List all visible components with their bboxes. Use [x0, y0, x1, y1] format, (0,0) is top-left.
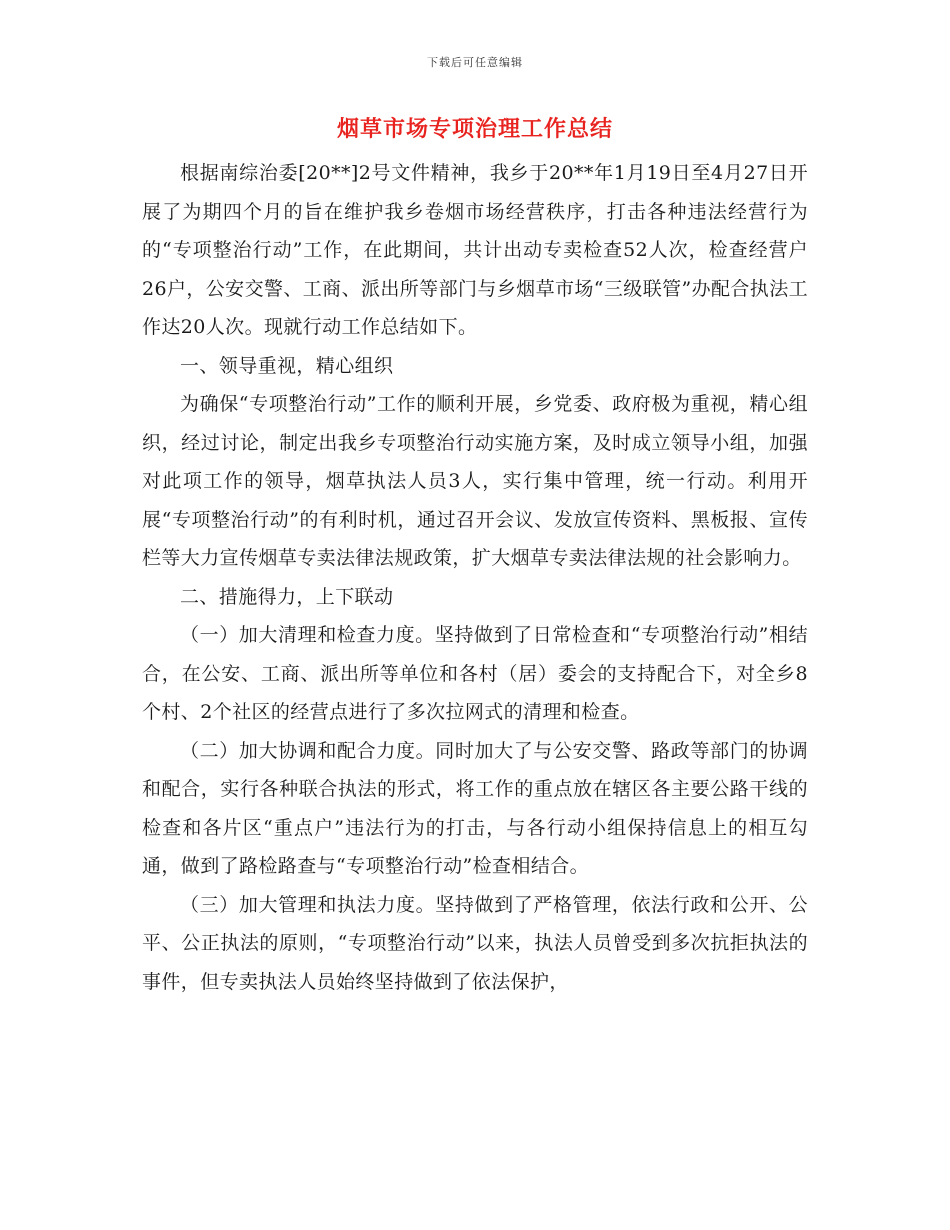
paragraph-intro: 根据南综治委[20**]2号文件精神，我乡于20**年1月19日至4月27日开展了为期四个月的旨在维护我乡卷烟市场经营秩序，打击各种违法经营行为的“专项整治行动”工作，在此期间，共计出动专卖检查52人次，检查经营户26户，公安交警、工商、派出所等部门与乡烟草市场“三级联管”办配合执法工作达20人次。现就行动工作总结如下。: [142, 162, 809, 338]
paragraph-section-1: 为确保“专项整治行动”工作的顺利开展，乡党委、政府极为重视，精心组织，经过讨论，制定出我乡专项整治行动实施方案，及时成立领导小组，加强对此项工作的领导，烟草执法人员3人，实行集中管理，统一行动。利用开展“专项整治行动”的有利时机，通过召开会议、发放宣传资料、黑板报、宣传栏等大力宣传烟草专卖法律法规政策，扩大烟草专卖法律法规的社会影响力。: [142, 393, 808, 569]
section-heading-2: 二、措施得力，上下联动: [180, 585, 394, 608]
document-body: [142, 154, 808, 1001]
paragraph-measure-2: （二）加大协调和配合力度。同时加大了与公安交警、路政等部门的协调和配合，实行各种联合执法的形式，将工作的重点放在辖区各主要公路干线的检查和各片区“重点户”违法行为的打击，与各行动小组保持信息上的相互勾通，做到了路检路查与“专项整治行动”检查相结合。: [142, 739, 808, 877]
paragraph-measure-3: （三）加大管理和执法力度。坚持做到了严格管理，依法行政和公开、公平、公正执法的原则，“专项整治行动”以来，执法人员曾受到多次抗拒执法的事件，但专卖执法人员始终坚持做到了依法保护，: [142, 893, 808, 993]
paragraph-measure-1: （一）加大清理和检查力度。坚持做到了日常检查和“专项整治行动”相结合，在公安、工商、派出所等单位和各村（居）委会的支持配合下，对全乡8个村、2个社区的经营点进行了多次拉网式的清理和检查。: [142, 624, 808, 723]
header-note: 下载后可任意编辑: [427, 56, 523, 69]
document-title: 烟草市场专项治理工作总结: [336, 116, 613, 142]
section-heading-1: 一、领导重视，精心组织: [180, 354, 394, 377]
